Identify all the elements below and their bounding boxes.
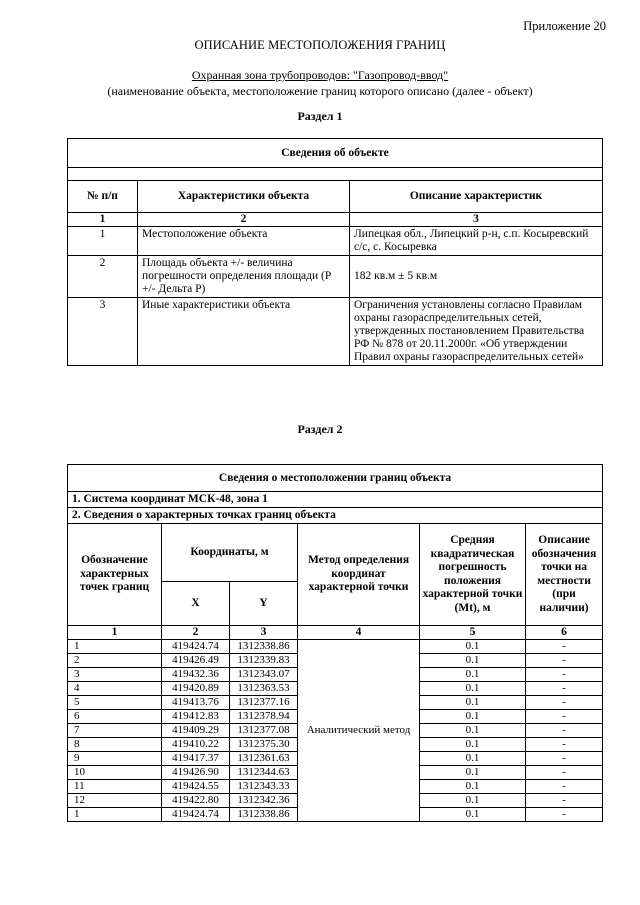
point-y: 1312339.83 [230, 654, 298, 668]
header-x: X [162, 582, 230, 626]
point-accuracy: 0.1 [420, 668, 526, 682]
points-caption: 2. Сведения о характерных точках границ объекта [68, 508, 603, 524]
point-description: - [526, 808, 603, 822]
header-method: Метод определения координат характерной точки [298, 524, 420, 626]
header-accuracy: Средняя квадратическая погрешность положения характерной точки (Mt), м [420, 524, 526, 626]
boundary-caption: Сведения о местоположении границ объекта [68, 465, 603, 492]
row-num: 3 [68, 298, 138, 366]
point-number: 1 [68, 808, 162, 822]
point-y: 1312338.86 [230, 640, 298, 654]
row-num: 2 [68, 256, 138, 298]
point-description: - [526, 710, 603, 724]
point-accuracy: 0.1 [420, 682, 526, 696]
point-x: 419422.80 [162, 794, 230, 808]
coordinate-system: 1. Система координат МСК-48, зона 1 [68, 492, 603, 508]
point-accuracy: 0.1 [420, 794, 526, 808]
point-number: 5 [68, 696, 162, 710]
point-description: - [526, 724, 603, 738]
point-y: 1312377.16 [230, 696, 298, 710]
point-y: 1312342.36 [230, 794, 298, 808]
point-number: 9 [68, 752, 162, 766]
point-y: 1312343.07 [230, 668, 298, 682]
object-name-line [0, 68, 640, 83]
point-y: 1312344.63 [230, 766, 298, 780]
row-description: Ограничения установлены согласно Правилам охраны газораспределительных сетей, утвержденных постановлением Правительства РФ № 878 от 20.11.2000г. «Об утверждении Правил охраны газораспределительных сетей» [350, 298, 603, 366]
point-description: - [526, 738, 603, 752]
points-body [68, 640, 603, 822]
row-characteristic: Иные характеристики объекта [138, 298, 350, 366]
point-x: 419426.90 [162, 766, 230, 780]
boundary-points-table [67, 464, 603, 822]
point-accuracy: 0.1 [420, 724, 526, 738]
point-x: 419410.22 [162, 738, 230, 752]
point-x: 419420.89 [162, 682, 230, 696]
row-num: 1 [68, 227, 138, 256]
appendix-label: Приложение 20 [523, 19, 606, 33]
point-accuracy: 0.1 [420, 766, 526, 780]
object-info-caption: Сведения об объекте [68, 139, 603, 168]
point-description: - [526, 640, 603, 654]
point-x: 419417.37 [162, 752, 230, 766]
point-number: 1 [68, 640, 162, 654]
point-number: 6 [68, 710, 162, 724]
object-note: (наименование объекта, местоположение границ которого описано (далее - объект) [107, 84, 533, 98]
row-characteristic: Площадь объекта +/- величина погрешности определения площади (Р +/- Дельта Р) [138, 256, 350, 298]
col-number: 3 [350, 213, 603, 227]
table-row [68, 256, 603, 298]
point-number: 7 [68, 724, 162, 738]
header-coords: Координаты, м [162, 524, 298, 582]
table-row [68, 298, 603, 366]
point-x: 419424.55 [162, 780, 230, 794]
point-description: - [526, 794, 603, 808]
point-number: 10 [68, 766, 162, 780]
section1-title: Раздел 1 [297, 109, 343, 123]
row-description: Липецкая обл., Липецкий р-н, с.п. Косыревский с/с, с. Косыревка [350, 227, 603, 256]
object-prefix: Охранная зона трубопроводов: [191, 68, 353, 82]
col-number: 6 [526, 626, 603, 640]
col-number: 3 [230, 626, 298, 640]
point-x: 419432.36 [162, 668, 230, 682]
point-y: 1312338.86 [230, 808, 298, 822]
spacer-row [68, 168, 603, 181]
point-y: 1312343.33 [230, 780, 298, 794]
col-number: 4 [298, 626, 420, 640]
point-number: 3 [68, 668, 162, 682]
header-point-description: Описание обозначения точки на местности (при наличии) [526, 524, 603, 626]
point-description: - [526, 682, 603, 696]
point-y: 1312377.08 [230, 724, 298, 738]
point-x: 419424.74 [162, 640, 230, 654]
point-description: - [526, 780, 603, 794]
point-x: 419412.83 [162, 710, 230, 724]
point-accuracy: 0.1 [420, 696, 526, 710]
header-num: № п/п [68, 181, 138, 213]
point-accuracy: 0.1 [420, 710, 526, 724]
method-cell: Аналитический метод [298, 640, 420, 822]
col-number: 1 [68, 626, 162, 640]
point-y: 1312363.53 [230, 682, 298, 696]
point-number: 12 [68, 794, 162, 808]
point-description: - [526, 696, 603, 710]
point-description: - [526, 654, 603, 668]
col-number: 1 [68, 213, 138, 227]
object-info-table [67, 138, 603, 366]
section2-title: Раздел 2 [297, 422, 343, 436]
col-number: 2 [162, 626, 230, 640]
point-number: 4 [68, 682, 162, 696]
point-description: - [526, 668, 603, 682]
point-x: 419426.49 [162, 654, 230, 668]
header-description: Описание характеристик [350, 181, 603, 213]
row-description: 182 кв.м ± 5 кв.м [350, 256, 603, 298]
point-description: - [526, 752, 603, 766]
point-x: 419413.76 [162, 696, 230, 710]
point-accuracy: 0.1 [420, 808, 526, 822]
point-x: 419409.29 [162, 724, 230, 738]
point-accuracy: 0.1 [420, 640, 526, 654]
point-number: 8 [68, 738, 162, 752]
point-y: 1312361.63 [230, 752, 298, 766]
table-row [68, 640, 603, 654]
point-accuracy: 0.1 [420, 752, 526, 766]
header-point: Обозначение характерных точек границ [68, 524, 162, 626]
point-y: 1312378.94 [230, 710, 298, 724]
point-number: 11 [68, 780, 162, 794]
point-accuracy: 0.1 [420, 780, 526, 794]
document-title: ОПИСАНИЕ МЕСТОПОЛОЖЕНИЯ ГРАНИЦ [194, 38, 446, 52]
point-x: 419424.74 [162, 808, 230, 822]
point-accuracy: 0.1 [420, 654, 526, 668]
table-row [68, 227, 603, 256]
col-number: 2 [138, 213, 350, 227]
point-number: 2 [68, 654, 162, 668]
row-characteristic: Местоположение объекта [138, 227, 350, 256]
point-y: 1312375.30 [230, 738, 298, 752]
header-characteristic: Характеристики объекта [138, 181, 350, 213]
object-name: "Газопровод-ввод" [352, 68, 449, 82]
col-number: 5 [420, 626, 526, 640]
point-accuracy: 0.1 [420, 738, 526, 752]
point-description: - [526, 766, 603, 780]
header-y: Y [230, 582, 298, 626]
